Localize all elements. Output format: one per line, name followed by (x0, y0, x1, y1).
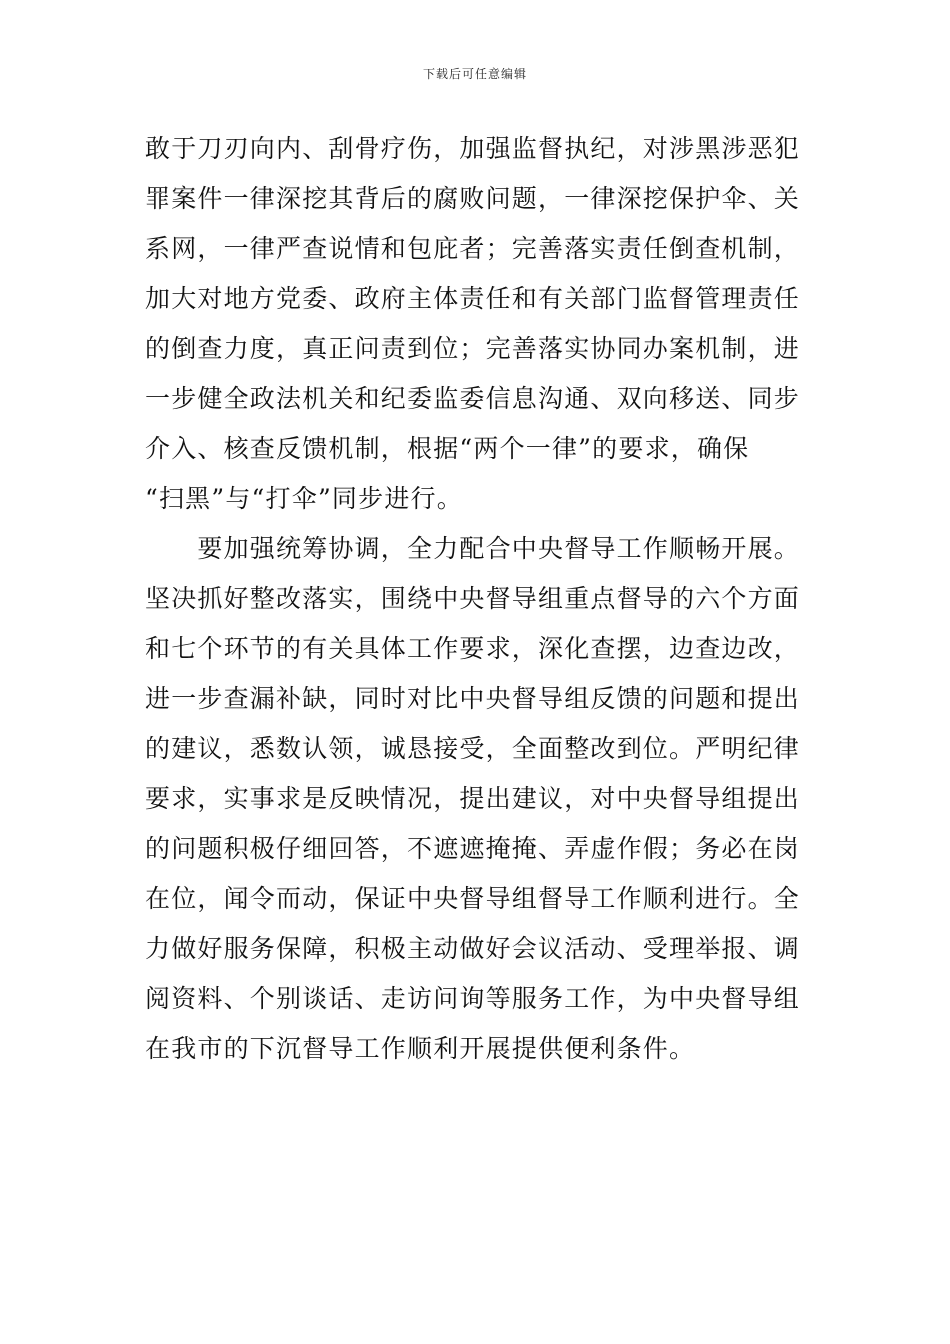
text-line: 在我市的下沉督导工作顺利开展提供便利条件。 (145, 1034, 696, 1063)
text-line: 的问题积极仔细回答，不遮遮掩掩、弄虚作假；务必在岗 (145, 834, 801, 863)
text-line: 要加强统筹协调，全力配合中央督导工作顺畅开展。 (145, 534, 801, 563)
text-line: 罪案件一律深挖其背后的腐败问题，一律深挖保护伞、关 (145, 184, 801, 213)
text-line: 坚决抓好整改落实，围绕中央督导组重点督导的六个方面 (145, 584, 801, 613)
text-line: 的倒查力度，真正问责到位；完善落实协同办案机制，进 (145, 334, 801, 363)
text-line: 加大对地方党委、政府主体责任和有关部门监督管理责任 (145, 284, 801, 313)
text-line: 和七个环节的有关具体工作要求，深化查摆，边查边改， (145, 634, 801, 663)
text-line: 要求，实事求是反映情况，提出建议，对中央督导组提出 (145, 784, 801, 813)
text-line: 一步健全政法机关和纪委监委信息沟通、双向移送、同步 (145, 384, 801, 413)
text-line: 敢于刀刃向内、刮骨疗伤，加强监督执纪，对涉黑涉恶犯 (145, 134, 801, 163)
text-line: 系网，一律严查说情和包庇者；完善落实责任倒查机制， (145, 234, 801, 263)
text-line: 进一步查漏补缺，同时对比中央督导组反馈的问题和提出 (145, 684, 801, 713)
text-line: “扫黑”与“打伞”同步进行。 (145, 484, 463, 513)
text-line: 在位，闻令而动，保证中央督导组督导工作顺利进行。全 (145, 884, 801, 913)
text-line: 阅资料、个别谈话、走访问询等服务工作，为中央督导组 (145, 984, 801, 1013)
text-line: 力做好服务保障，积极主动做好会议活动、受理举报、调 (145, 934, 801, 963)
text-line: 介入、核查反馈机制，根据“两个一律”的要求，确保 (145, 434, 750, 463)
text-line: 的建议，悉数认领，诚恳接受，全面整改到位。严明纪律 (145, 734, 801, 763)
page-header: 下载后可任意编辑 (422, 67, 527, 81)
